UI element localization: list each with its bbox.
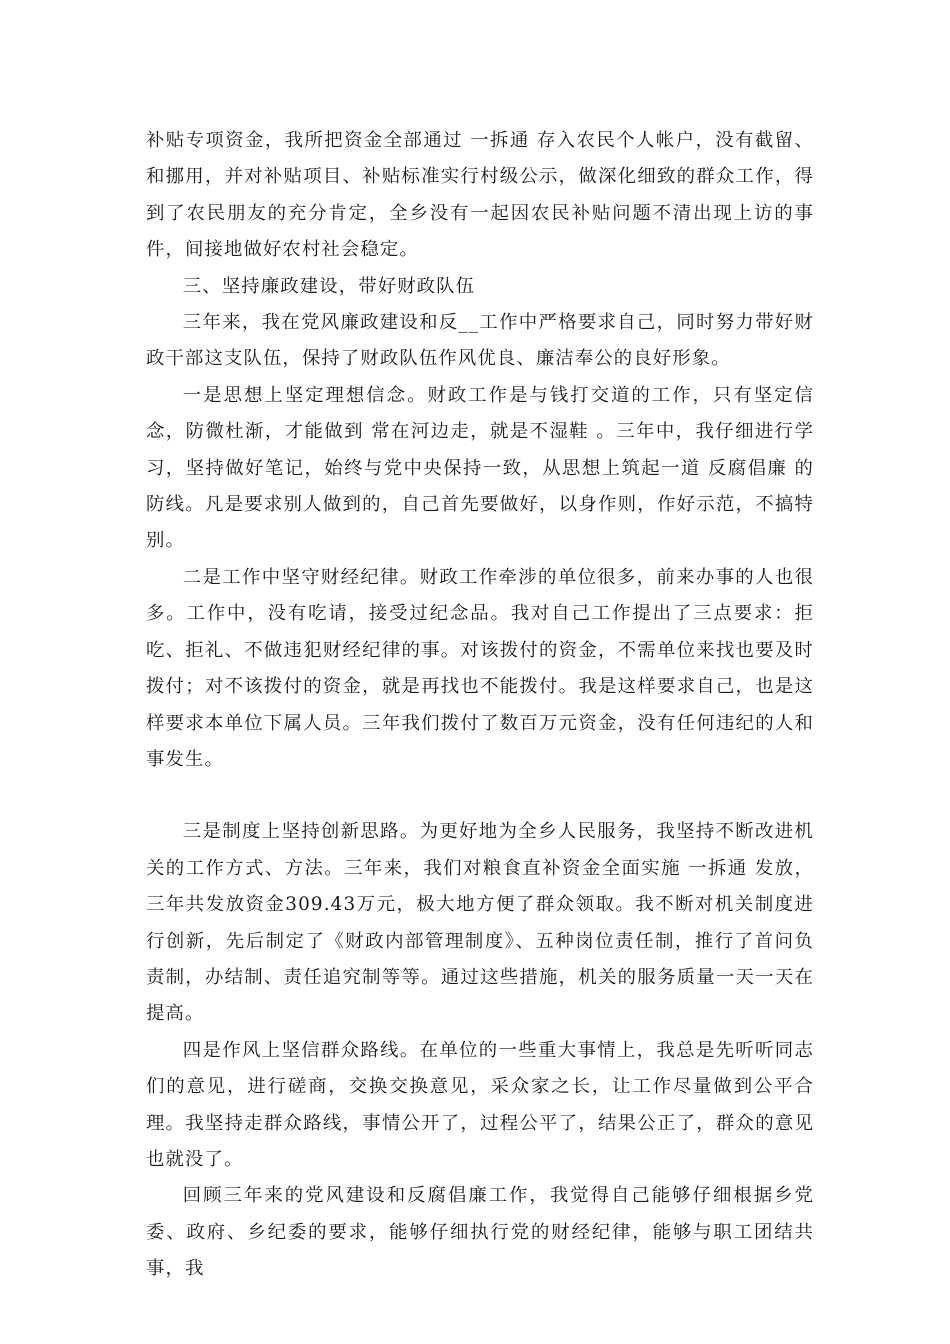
paragraph-subsidy-funds: 补贴专项资金，我所把资金全部通过 一拆通 存入农民个人帐户，没有截留、和挪用，并对补贴项目、补贴标准实行村级公示，做深化细致的群众工作，得到了农民朋友的充分肯定，全乡没有一起因农民补贴问题不清出现上访的事件，间接地做好农村社会稳定。 bbox=[146, 130, 814, 261]
paragraph-three-years: 三年来，我在党风廉政建设和反__工作中严格要求自己，同时努力带好财政干部这支队伍，保持了财政队伍作风优良、廉洁奉公的良好形象。 bbox=[146, 312, 814, 370]
paragraph-gap bbox=[146, 778, 814, 814]
section-heading-integrity: 三、坚持廉政建设，带好财政队伍 bbox=[182, 275, 476, 297]
paragraph-review: 回顾三年来的党风建设和反腐倡廉工作，我觉得自己能够仔细根据乡党委、政府、乡纪委的要求，能够仔细执行党的财经纪律，能够与职工团结共事，我 bbox=[146, 1185, 814, 1280]
document-body bbox=[146, 123, 814, 1288]
paragraph-discipline: 二是工作中坚守财经纪律。财政工作牵涉的单位很多，前来办事的人也很多。工作中，没有吃请，接受过纪念品。我对自己工作提出了三点要求：拒吃、拒礼、不做违犯财经纪律的事。对该拨付的资金，不需单位来找也要及时拨付；对不该拨付的资金，就是再找也不能拨付。我是这样要求自己，也是这样要求本单位下属人员。三年我们拨付了数百万元资金，没有任何违纪的人和事发生。 bbox=[146, 566, 814, 770]
paragraph-innovation: 三是制度上坚持创新思路。为更好地为全乡人民服务，我坚持不断改进机关的工作方式、方法。三年来，我们对粮食直补资金全面实施 一拆通 发放，三年共发放资金309.43万元，极大地方便了群众领取。我不断对机关制度进行创新，先后制定了《财政内部管理制度》、五种岗位责任制，推行了首问负责制，办结制、责任追究制等等。通过这些措施，机关的服务质量一天一天在提高。 bbox=[146, 821, 814, 1025]
paragraph-ideals: 一是思想上坚定理想信念。财政工作是与钱打交道的工作，只有坚定信念，防微杜渐，才能做到 常在河边走，就是不湿鞋 。三年中，我仔细进行学习，坚持做好笔记，始终与党中央保持一致，从思想上筑起一道 反腐倡廉 的防线。凡是要求别人做到的，自己首先要做好，以身作则，作好示范，不搞特别。 bbox=[146, 384, 814, 552]
paragraph-mass-line: 四是作风上坚信群众路线。在单位的一些重大事情上，我总是先听听同志们的意见，进行磋商，交换交换意见，采众家之长，让工作尽量做到公平合理。我坚持走群众路线，事情公开了，过程公平了，结果公正了，群众的意见也就没了。 bbox=[146, 1039, 814, 1170]
